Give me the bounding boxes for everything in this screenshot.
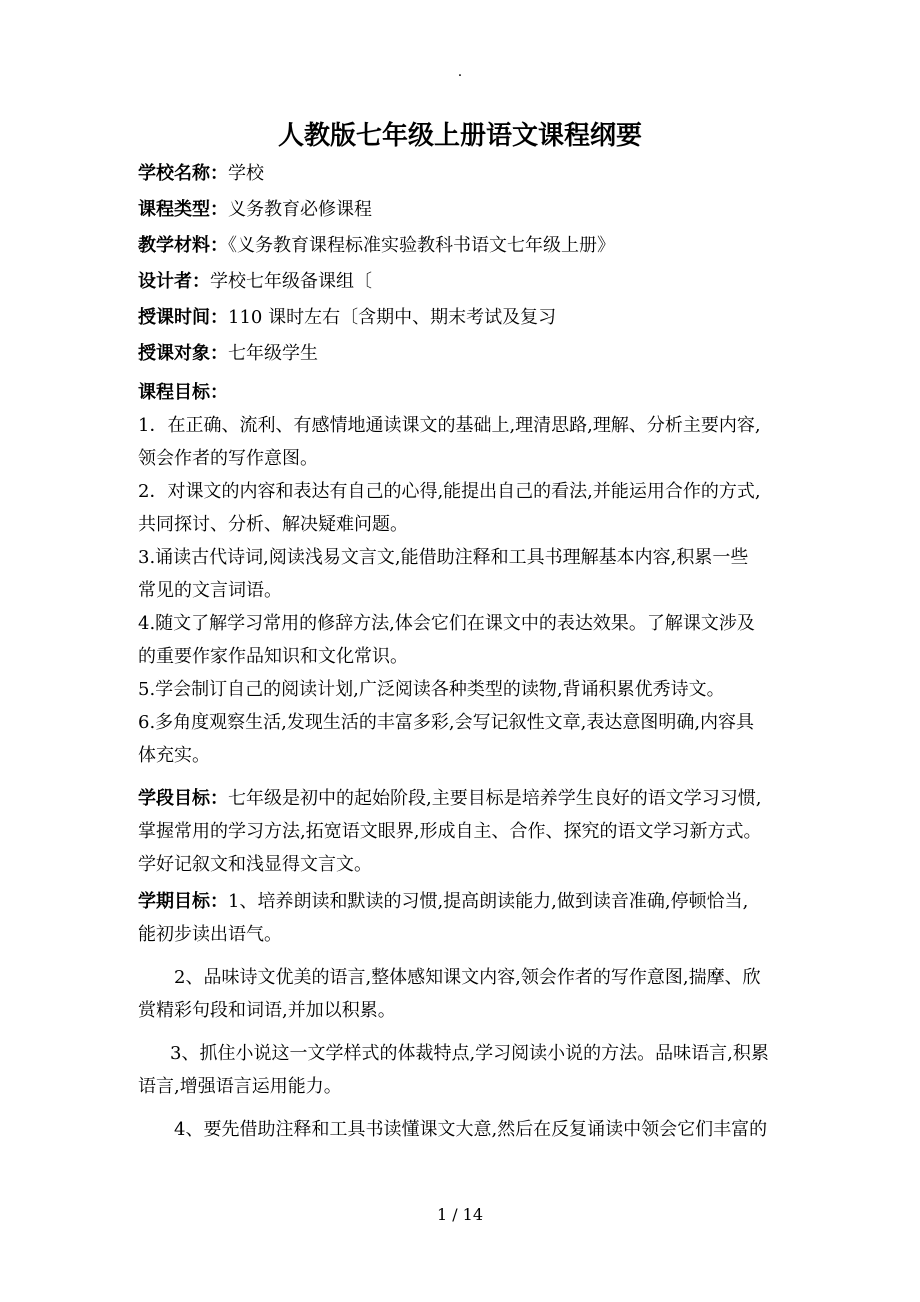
stage-goals-text: 七年级是初中的起始阶段,主要目标是培养学生良好的语文学习习惯, [228,788,762,809]
info-label: 课程类型： [138,199,228,220]
term-goals-line: 4、要先借助注释和工具书读懂课文大意,然后在反复诵读中领会它们丰富的 [174,1119,768,1140]
stage-goals-line: 掌握常用的学习方法,拓宽语文眼界,形成自主、合作、探究的语文学习新方式。 [138,821,762,842]
course-goal-line: 体充实。 [138,745,210,766]
info-value: 七年级学生 [228,343,318,364]
course-goal-line: 5.学会制订自己的阅读计划,广泛阅读各种类型的读物,背诵积累优秀诗文。 [138,679,725,700]
info-value: 学校七年级备课组〔 [210,271,372,292]
info-label: 学校名称： [138,163,228,184]
info-label: 教学材料： [138,235,228,256]
info-value: 学校 [228,163,264,184]
term-goals-heading: 学期目标： [138,891,228,912]
stage-goals-line: 学好记叙文和浅显得文言文。 [138,854,372,875]
stage-goals-line [138,782,788,815]
course-goal-line: 领会作者的写作意图。 [138,448,318,469]
term-goals-line: 2、品味诗文优美的语言,整体感知课文内容,领会作者的写作意图,揣摩、欣 [174,967,761,988]
page-indicator: 1 / 14 [436,1205,484,1224]
info-value: 110 课时左右〔含期中、期末考试及复习 [228,307,557,328]
course-goal-line: 2．对课文的内容和表达有自己的心得,能提出自己的看法,并能运用合作的方式, [138,481,761,502]
term-goals-line [138,885,788,918]
term-goals-line: 赏精彩句段和词语,并加以积累。 [138,1000,396,1021]
info-label: 授课对象： [138,343,228,364]
course-goal-line: 1．在正确、流利、有感情地通读课文的基础上,理清思路,理解、分析主要内容, [138,415,761,436]
page-title: 人教版七年级上册语文课程纲要 [277,121,642,151]
course-goal-line: 常见的文言词语。 [138,580,282,601]
term-goals-line: 能初步读出语气。 [138,924,282,945]
info-row-school [138,156,788,192]
course-goal-line: 共同探讨、分析、解决疑难问题。 [138,514,408,535]
term-goals-line: 语言,增强语言运用能力。 [138,1076,342,1097]
info-label: 设计者： [138,271,210,292]
info-row-materials [138,228,788,264]
header-mark: . [457,64,463,80]
course-goal-line: 的重要作家作品知识和文化常识。 [138,646,408,667]
stage-goals-heading: 学段目标： [138,788,228,809]
info-value: 义务教育必修课程 [228,199,372,220]
document-body [138,156,788,1146]
course-goal-line: 6.多角度观察生活,发现生活的丰富多彩,会写记叙性文章,表达意图明确,内容具 [138,712,755,733]
term-goals-text: 1、培养朗读和默读的习惯,提高朗读能力,做到读音准确,停顿恰当, [228,891,749,912]
info-row-designer [138,264,788,300]
course-goal-line: 4.随文了解学习常用的修辞方法,体会它们在课文中的表达效果。了解课文涉及 [138,613,755,634]
info-row-hours [138,300,788,336]
info-label: 授课时间： [138,307,228,328]
course-goals-heading: 课程目标： [138,382,228,403]
course-goal-line: 3.诵读古代诗词,阅读浅易文言文,能借助注释和工具书理解基本内容,积累一些 [138,547,749,568]
term-goals-line: 3、抓住小说这一文学样式的体裁特点,学习阅读小说的方法。品味语言,积累 [170,1043,769,1064]
info-row-course-type [138,192,788,228]
info-value: 《义务教育课程标准实验教科书语文七年级上册》 [228,235,615,256]
info-row-audience [138,336,788,372]
